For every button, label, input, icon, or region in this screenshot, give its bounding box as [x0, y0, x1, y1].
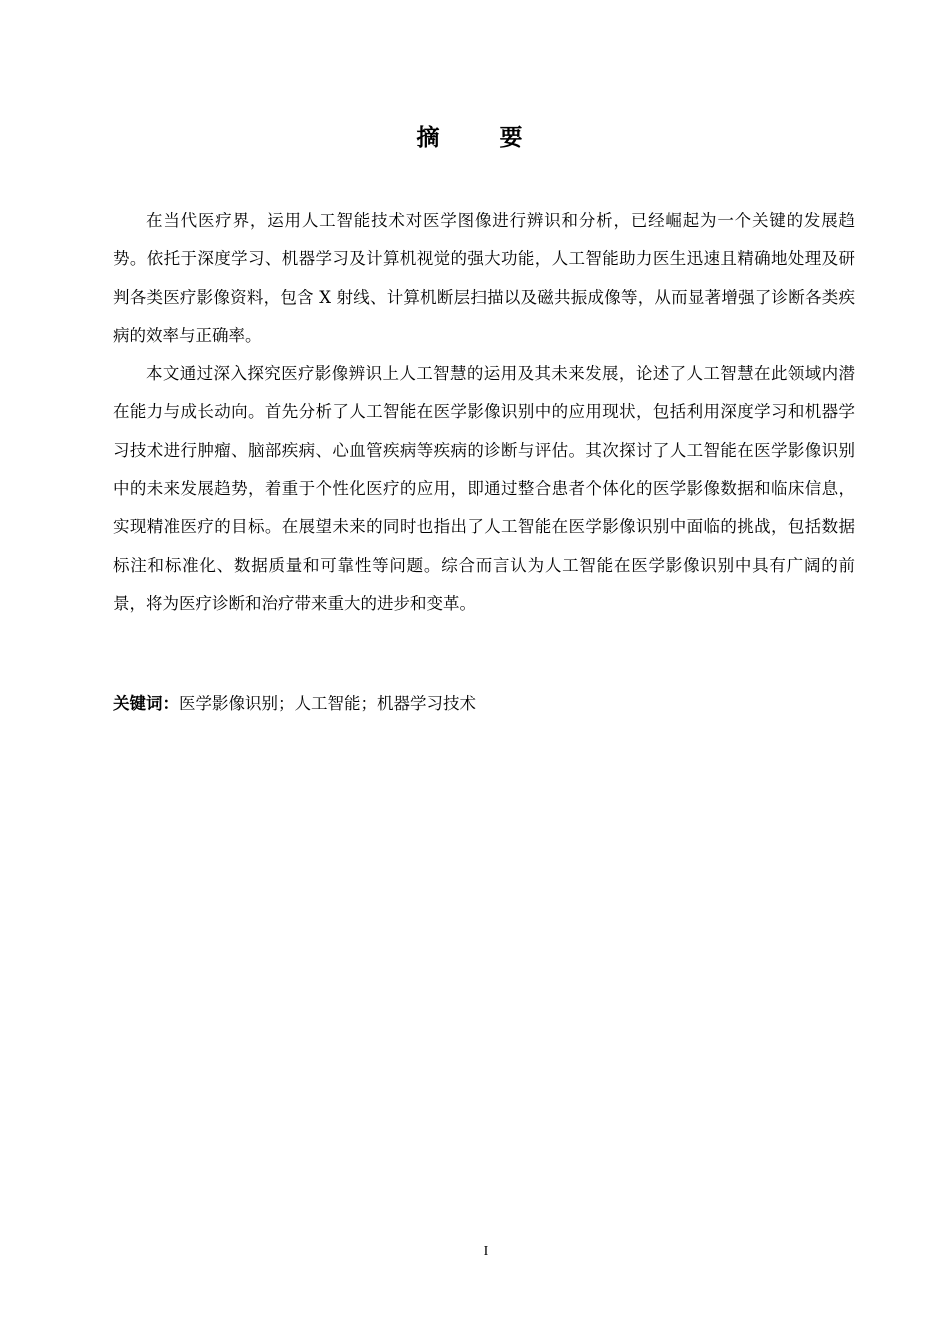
abstract-body [113, 202, 855, 623]
abstract-paragraph-1: 在当代医疗界，运用人工智能技术对医学图像进行辨识和分析，已经崛起为一个关键的发展趋势。依托于深度学习、机器学习及计算机视觉的强大功能，人工智能助力医生迅速且精确地处理及研判各类医疗影像资料，包含 X 射线、计算机断层扫描以及磁共振成像等，从而显著增强了诊断各类疾病的效率与正确率。 [113, 211, 855, 345]
keywords-text: 医学影像识别；人工智能；机器学习技术 [179, 694, 476, 713]
keywords-line [113, 686, 855, 722]
page-number: I [483, 1244, 489, 1259]
keywords-label: 关键词： [113, 694, 179, 713]
abstract-paragraph-2: 本文通过深入探究医疗影像辨识上人工智慧的运用及其未来发展，论述了人工智慧在此领域内潜在能力与成长动向。首先分析了人工智能在医学影像识别中的应用现状，包括利用深度学习和机器学习技术进行肿瘤、脑部疾病、心血管疾病等疾病的诊断与评估。其次探讨了人工智能在医学影像识别中的未来发展趋势，着重于个性化医疗的应用，即通过整合患者个体化的医学影像数据和临床信息，实现精准医疗的目标。在展望未来的同时也指出了人工智能在医学影像识别中面临的挑战，包括数据标注和标准化、数据质量和可靠性等问题。综合而言认为人工智能在医学影像识别中具有广阔的前景，将为医疗诊断和治疗带来重大的进步和变革。 [113, 364, 855, 613]
abstract-title: 摘 要 [416, 124, 549, 151]
